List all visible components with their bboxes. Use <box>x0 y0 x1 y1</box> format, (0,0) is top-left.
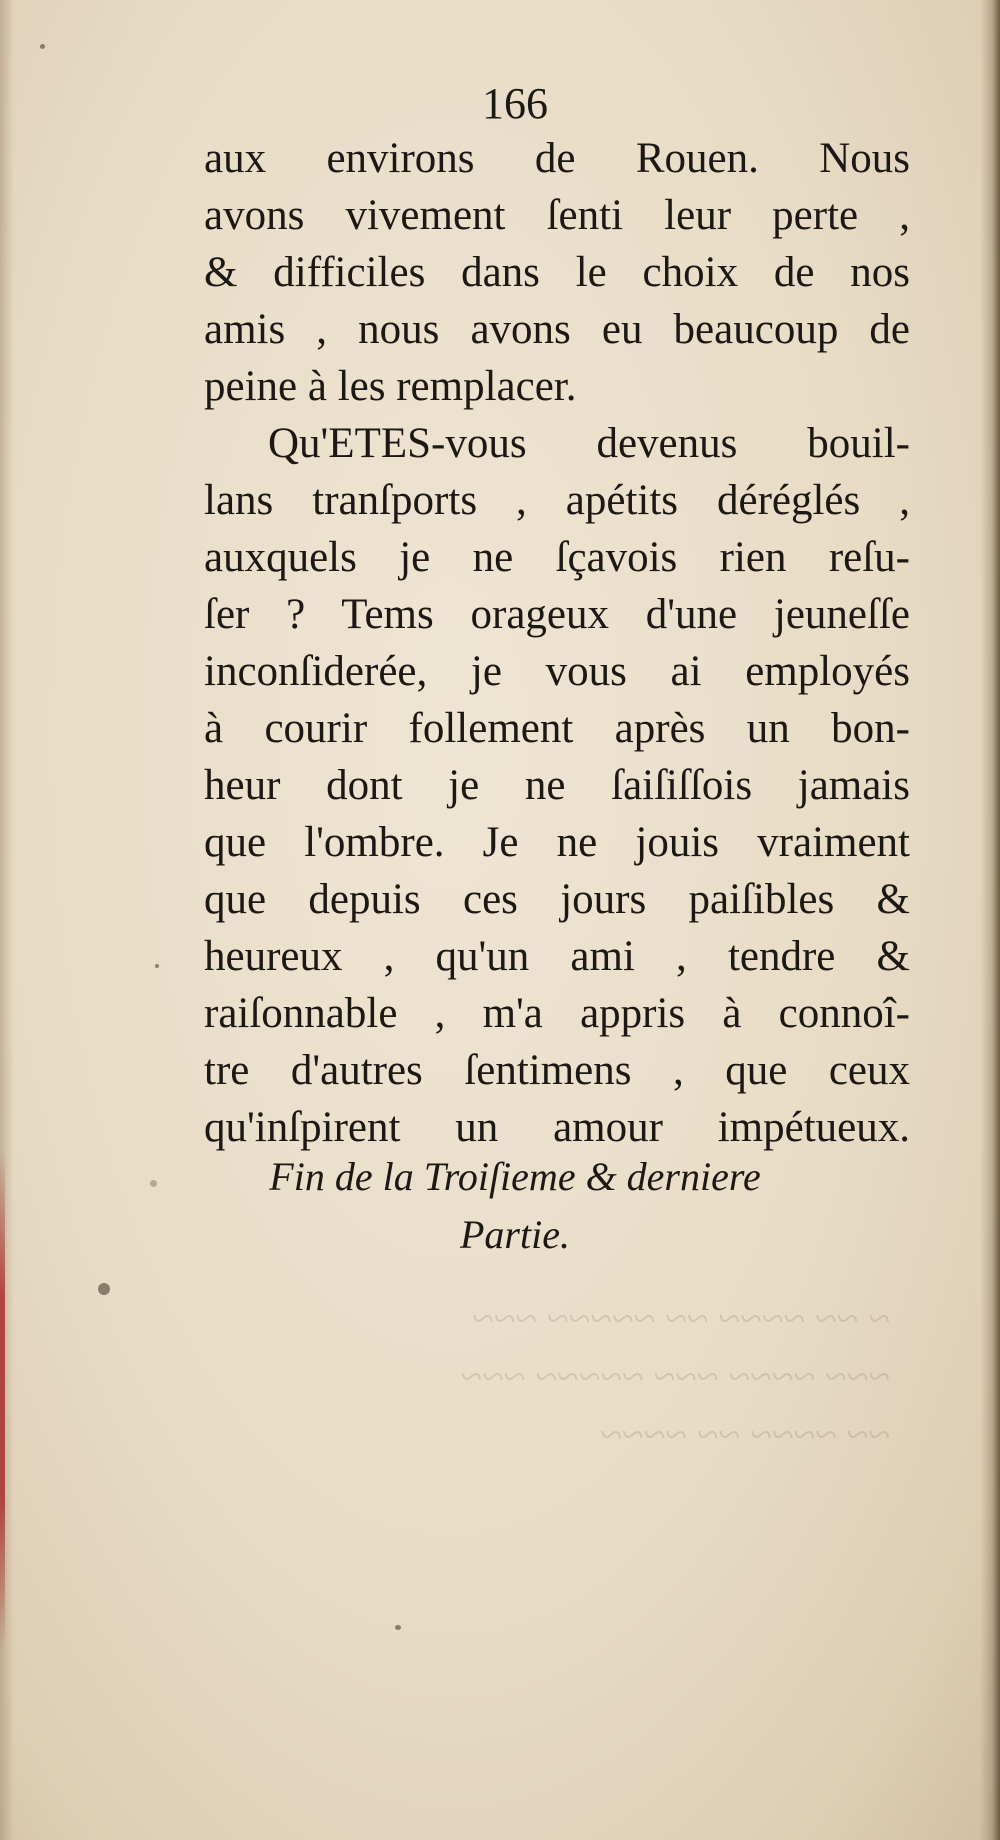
text-line: auxquels je ne ſçavois rien reſu- <box>204 534 910 581</box>
ink-speck <box>150 1180 157 1187</box>
end-of-part-note <box>0 1148 1000 1264</box>
text-line: inconſiderée, je vous ai employés <box>204 648 910 695</box>
text-line: tre d'autres ſentimens , que ceux <box>204 1047 910 1094</box>
body-text <box>204 130 910 1156</box>
ink-speck <box>155 964 159 968</box>
text-line: que l'ombre. Je ne jouis vraiment <box>204 819 910 866</box>
page-right-edge <box>980 0 1000 1840</box>
ink-speck <box>40 44 45 49</box>
end-note-line-1: Fin de la Troiſieme & derniere <box>269 1154 761 1199</box>
text-line: peine à les remplacer. <box>204 363 577 410</box>
ink-speck <box>395 1625 401 1630</box>
text-line: qu'inſpirent un amour impétueux. <box>204 1104 910 1151</box>
page-number: 166 <box>482 79 548 128</box>
text-line: à courir follement après un bon- <box>204 705 910 752</box>
text-line: ſer ? Tems orageux d'une jeuneſſe <box>204 591 910 638</box>
ink-speck <box>98 1283 110 1295</box>
text-line: raiſonnable , m'a appris à connoî- <box>204 990 910 1037</box>
text-line: aux environs de Rouen. Nous <box>204 135 910 182</box>
text-line: Qu'ETES-vous devenus bouil- <box>268 420 910 467</box>
text-line: heur dont je ne ſaiſiſſois jamais <box>204 762 910 809</box>
end-note-line-2: Partie. <box>460 1212 570 1257</box>
show-through-text: ​~ ~~ ~~~~ ~~ ~~~~~ ~~~ ​~~~ ~~~~ ~~~ ~~~~~ ~~~ ​~~ ~~~~ ~~ ~~~~ <box>460 1296 890 1457</box>
text-line: heureux , qu'un ami , tendre & <box>204 933 910 980</box>
text-line: que depuis ces jours paiſibles & <box>204 876 910 923</box>
text-line: avons vivement ſenti leur perte , <box>204 192 910 239</box>
text-line: lans tranſports , apétits déréglés , <box>204 477 910 524</box>
text-line: amis , nous avons eu beaucoup de <box>204 306 910 353</box>
text-line: & difficiles dans le choix de nos <box>204 249 910 296</box>
